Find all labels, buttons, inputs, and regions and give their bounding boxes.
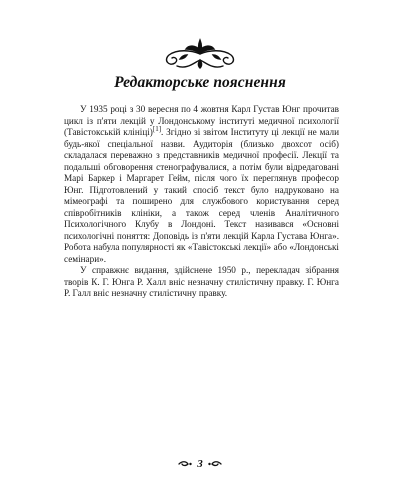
page-title: Редакторське пояснення — [114, 74, 286, 91]
page-number: 3 — [197, 458, 203, 470]
body-text — [64, 104, 339, 300]
paragraph-1-text-start: У 1935 році з 30 вересня по 4 жовтня Карл Густав Юнг прочитав цикл із п'яти лекцій у Лондонському інституті медичної психології (Тавістокській клініці) — [64, 104, 339, 137]
floral-ornament-icon — [155, 36, 245, 72]
paragraph-1-text-end: . Згідно зі звітом Інституту ці лекції не мали будь-якої спеціальної назви. Аудиторія (близько двохсот осіб) складалася переважно з представників медичної професії. Лекції та подальші обговорення стенографувалися, а потім були відредаговані Марі Баркер і Маргарет Гейм, після чого їх переглянув професор Юнг. Підготовлений у такий спосіб текст було надруковано на мімеографі та поширено для службового користування серед співробітників клініки, а також серед членів Аналітичного Психологічного Клубу в Лондоні. Текст називався «Основні психологічні поняття: Доповідь із п'яти лекцій Карла Густава Юнга». Робота набула популярності як «Тавістокські лекції» або «Лондонські семінари». — [64, 127, 339, 264]
page-footer — [0, 456, 400, 472]
footer-flourish-left-icon — [178, 460, 192, 468]
footer-flourish-right-icon — [208, 460, 222, 468]
paragraph-2: У справжнє видання, здійснене 1950 р., перекладач зібрання творів К. Г. Юнга Р. Халл вніс незначну стилістичну правку. Г. Юнга Р. Галл вніс незначну стилістичну правку. — [64, 265, 339, 298]
footnote-marker[interactable]: [1] — [152, 124, 162, 133]
paragraph-1 — [64, 104, 339, 265]
